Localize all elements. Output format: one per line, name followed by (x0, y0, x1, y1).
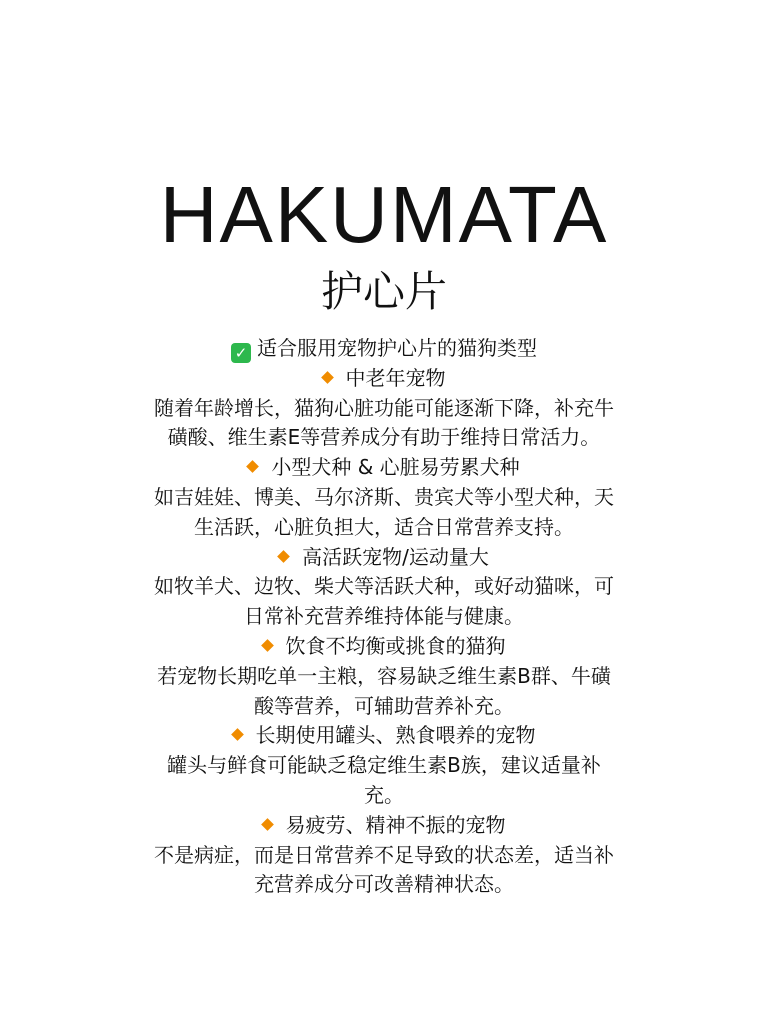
section-heading-text: 长期使用罐头、熟食喂养的宠物 (255, 723, 536, 748)
section-body-line: 生活跃，心脏负担大，适合日常营养支持。 (194, 514, 574, 539)
orange-diamond-icon (261, 639, 274, 652)
section-heading-text: 小型犬种 & 心脏易劳累犬种 (271, 455, 520, 480)
orange-diamond-icon (231, 728, 244, 741)
section-heading-text: 饮食不均衡或挑食的猫狗 (285, 633, 506, 658)
check-mark-icon: ✓ (231, 343, 251, 363)
section-body-line: 充。 (364, 782, 404, 807)
intro-text: 适合服用宠物护心片的猫狗类型 (257, 336, 537, 360)
section-heading-text: 中老年宠物 (345, 365, 446, 390)
section-heading-text: 易疲劳、精神不振的宠物 (285, 812, 506, 837)
section-body-line: 充营养成分可改善精神状态。 (254, 872, 514, 897)
section-heading (129, 632, 639, 662)
orange-diamond-icon (246, 460, 259, 473)
content (129, 334, 639, 900)
product-title: 护心片 (320, 267, 447, 316)
section-body-line: 如吉娃娃、博美、马尔济斯、贵宾犬等小型犬种，天 (154, 484, 614, 509)
section-body-line: 酸等营养，可辅助营养补充。 (254, 693, 514, 718)
section-body-line: 日常补充营养维持体能与健康。 (244, 604, 524, 629)
section-body-line: 不是病症，而是日常营养不足导致的状态差，适当补 (154, 842, 614, 867)
intro-line (129, 334, 639, 364)
section-heading (129, 543, 639, 573)
orange-diamond-icon (277, 550, 290, 563)
orange-diamond-icon (321, 371, 334, 384)
section-heading-text: 高活跃宠物/运动量大 (302, 544, 489, 569)
section-heading (129, 453, 639, 483)
section-body-line: 随着年龄增长，猫狗心脏功能可能逐渐下降，补充牛 (154, 395, 614, 420)
orange-diamond-icon (261, 818, 274, 831)
brand-title: HAKUMATA (159, 170, 609, 259)
section-heading (129, 811, 639, 841)
section-heading (129, 364, 639, 394)
section-body-line: 如牧羊犬、边牧、柴犬等活跃犬种，或好动猫咪，可 (154, 574, 614, 599)
section-body-line: 若宠物长期吃单一主粮，容易缺乏维生素B群、牛磺 (157, 663, 611, 688)
section-heading (129, 721, 639, 751)
section-body-line: 磺酸、维生素E等营养成分有助于维持日常活力。 (167, 425, 601, 450)
section-body-line: 罐头与鲜食可能缺乏稳定维生素B族，建议适量补 (167, 753, 601, 778)
